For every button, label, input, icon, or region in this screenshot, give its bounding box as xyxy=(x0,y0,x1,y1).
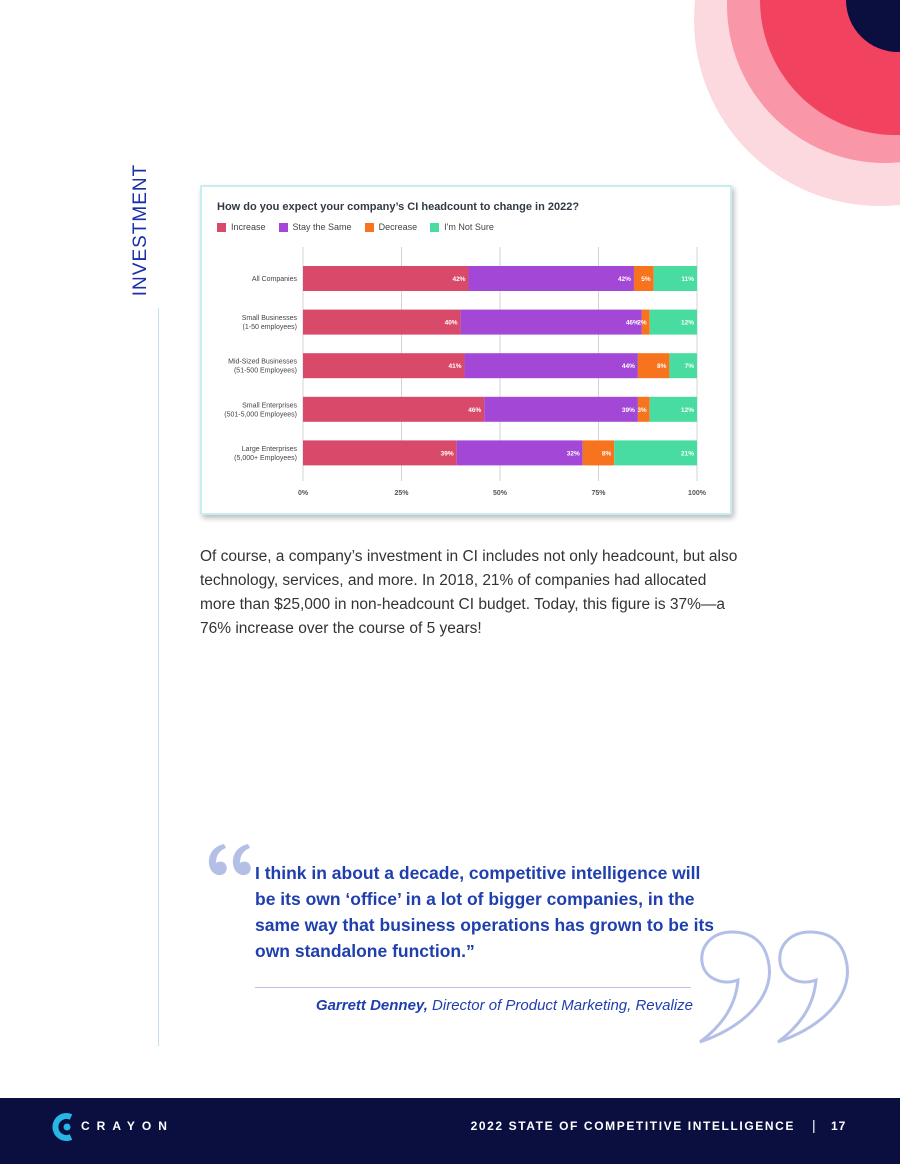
chart-title: How do you expect your company’s CI headcount to change in 2022? xyxy=(217,201,580,213)
category-label: Small Businesses (1-50 employees) xyxy=(241,315,297,332)
quote-author-role: Director of Product Marketing, Revalize xyxy=(427,997,693,1014)
legend-swatch xyxy=(365,223,374,232)
legend-item-decrease xyxy=(365,222,418,232)
x-tick-label: 25% xyxy=(394,490,409,497)
open-quote-icon xyxy=(206,840,256,880)
data-label: 39% xyxy=(440,450,454,458)
data-label: 5% xyxy=(641,276,651,283)
page-number: 17 xyxy=(831,1119,847,1133)
data-label: 21% xyxy=(680,450,694,458)
category-label: Large Enterprises (5,000+ Employees) xyxy=(234,445,297,462)
legend-item-not-sure xyxy=(430,222,494,232)
legend-swatch xyxy=(217,223,226,232)
bar-segment xyxy=(468,266,633,291)
quote-attribution xyxy=(255,997,693,1014)
chart-legend xyxy=(217,222,494,232)
bar-segment xyxy=(303,440,457,465)
bar-segment xyxy=(465,353,638,378)
body-paragraph: Of course, a company’s investment in CI includes not only headcount, but also technology, services, and more. In 2018, 21% of companies had allocated more than $25,000 in non-headcount CI budget. Today, this figure is 37%—a 76% increase over the course of 5 years! xyxy=(200,548,738,637)
data-label: 11% xyxy=(681,276,694,283)
bar-segment xyxy=(461,310,642,335)
bar-segment xyxy=(303,266,468,291)
legend-label: I'm Not Sure xyxy=(444,222,494,232)
data-label: 41% xyxy=(448,363,462,371)
data-label: 32% xyxy=(566,450,580,458)
report-title: 2022 STATE OF COMPETITIVE INTELLIGENCE xyxy=(470,1119,795,1133)
bar-segment xyxy=(303,353,465,378)
chart-card xyxy=(200,185,732,515)
data-label: 42% xyxy=(617,276,631,283)
quote-text: I think in about a decade, competitive intelligence will be its own ‘office’ in a lot of bigger companies, in the same way that business operations has grown to be its own standalone function.” xyxy=(255,863,714,961)
x-tick-label: 50% xyxy=(492,490,508,497)
data-label: 2% xyxy=(637,319,647,327)
footer-separator: | xyxy=(812,1117,816,1133)
data-label: 12% xyxy=(680,406,694,414)
category-label: Mid-Sized Businesses (51-500 Employees) xyxy=(228,358,297,375)
data-label: 8% xyxy=(601,450,612,458)
x-tick-label: 100% xyxy=(688,490,706,497)
bar-segment xyxy=(484,397,638,422)
brand-name: CRAYON xyxy=(81,1119,174,1133)
close-quote-icon xyxy=(696,928,856,1053)
legend-item-increase xyxy=(217,222,266,232)
data-label: 12% xyxy=(680,319,694,327)
data-label: 3% xyxy=(637,406,647,414)
legend-swatch xyxy=(279,223,288,232)
data-label: 44% xyxy=(621,363,635,371)
bar-segment xyxy=(303,310,461,335)
data-label: 40% xyxy=(444,319,458,327)
data-label: 8% xyxy=(657,363,667,371)
decorative-circles xyxy=(680,0,900,210)
quote-divider xyxy=(255,987,691,988)
x-tick-label: 0% xyxy=(297,490,309,497)
bar-segment xyxy=(457,440,583,465)
stacked-bar-chart xyxy=(202,187,730,513)
category-label: Small Enterprises (501-5,000 Employees) xyxy=(224,402,297,419)
data-label: 42% xyxy=(452,276,466,283)
legend-label: Increase xyxy=(231,222,266,232)
section-divider xyxy=(158,308,159,1046)
crayon-logo-icon xyxy=(52,1113,74,1141)
legend-swatch xyxy=(430,223,439,232)
quote-author: Garrett Denney, xyxy=(315,997,428,1014)
data-label: 46% xyxy=(625,319,639,327)
bar-segment xyxy=(303,397,484,422)
page-footer xyxy=(0,1098,900,1164)
section-label: INVESTMENT xyxy=(130,163,151,297)
x-tick-label: 75% xyxy=(591,490,606,497)
legend-label: Stay the Same xyxy=(292,222,352,232)
data-label: 39% xyxy=(621,406,635,414)
legend-item-stay xyxy=(279,222,352,232)
legend-label: Decrease xyxy=(378,222,418,232)
data-label: 7% xyxy=(684,363,694,371)
category-label: All Companies xyxy=(251,276,297,283)
data-label: 46% xyxy=(468,406,482,414)
